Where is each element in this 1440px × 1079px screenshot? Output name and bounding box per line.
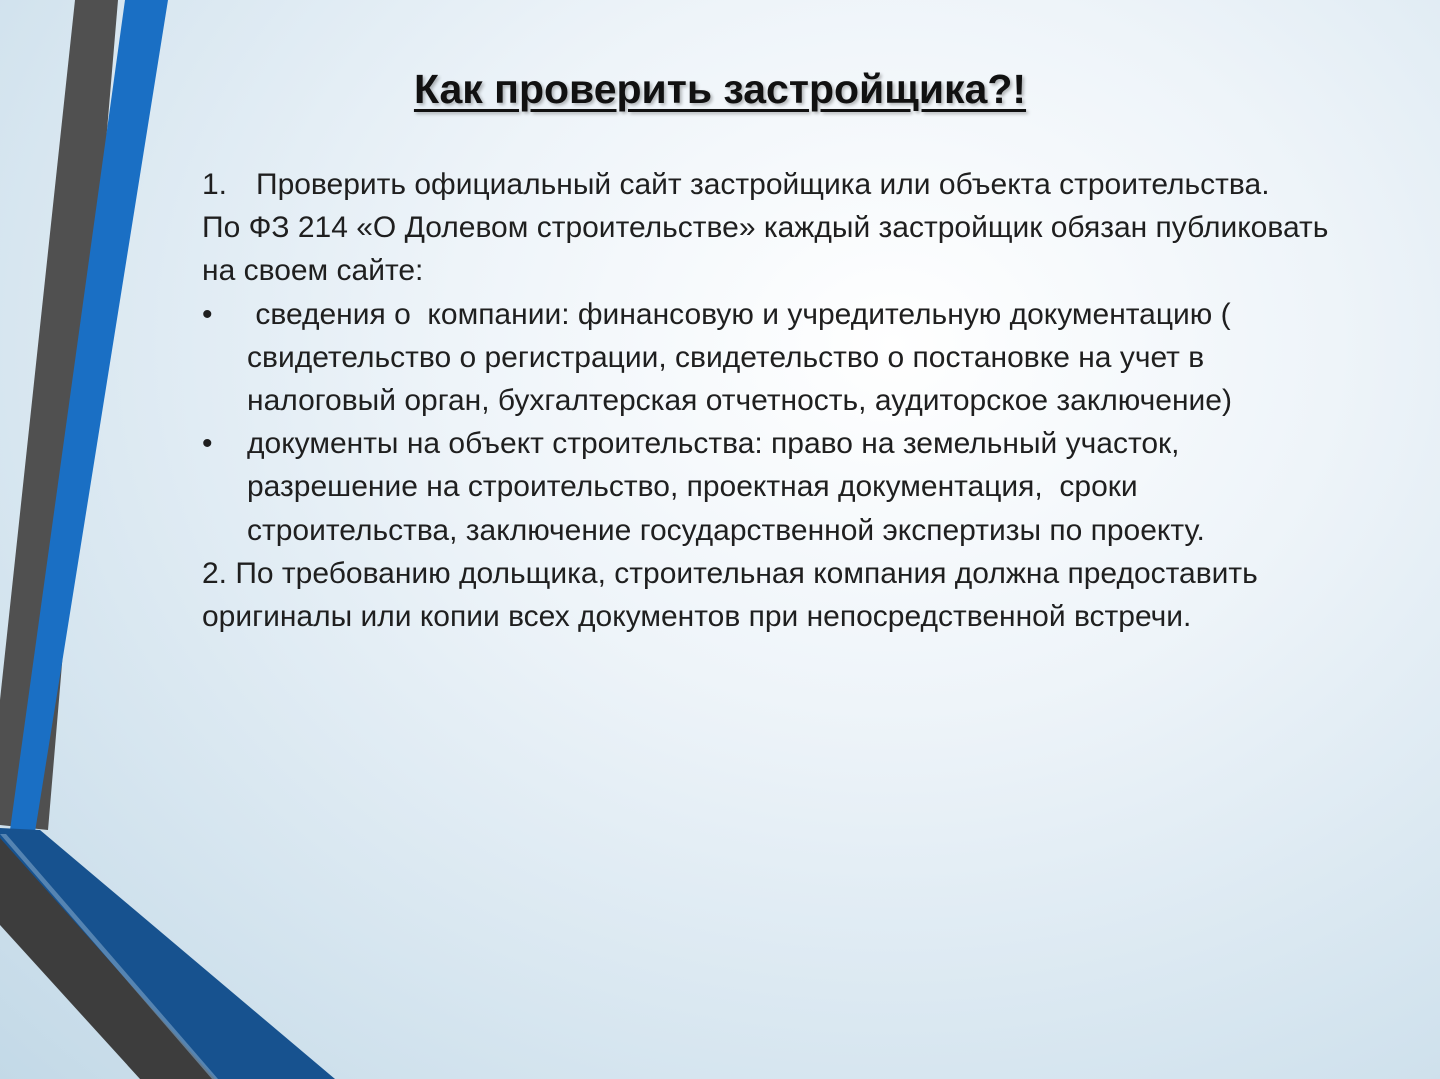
slide-title: Как проверить застройщика?! <box>413 66 1027 112</box>
intro-paragraph: По ФЗ 214 «О Долевом строительстве» каждый застройщик обязан публиковать на своем сайте: <box>202 211 1329 288</box>
item-1-marker: 1. <box>202 168 228 201</box>
item-1-text: Проверить официальный сайт застройщика или объекта строительства. <box>256 168 1270 201</box>
slide-content <box>202 163 1352 638</box>
bullet-text-company: сведения о компании: финансовую и учредительную документацию ( свидетельство о регистрации, свидетельство о постановке на учет в налоговый орган, бухгалтерская отчетность, аудиторское заключение) <box>247 297 1239 418</box>
bullet-item-documents <box>202 422 1352 552</box>
item-2-paragraph: 2. По требованию дольщика, строительная компания должна предоставить оригиналы или копии всех документов при непосредственной встречи. <box>202 556 1258 634</box>
numbered-item-1 <box>202 163 1352 206</box>
bullet-marker: • <box>202 297 213 331</box>
bullet-marker: • <box>202 427 213 461</box>
bullet-item-company <box>202 293 1352 423</box>
bullet-text-documents: документы на объект строительства: право на земельный участок, разрешение на строительство, проектная документация, сроки строительства, заключение государственной экспертизы по проекту. <box>247 427 1205 547</box>
